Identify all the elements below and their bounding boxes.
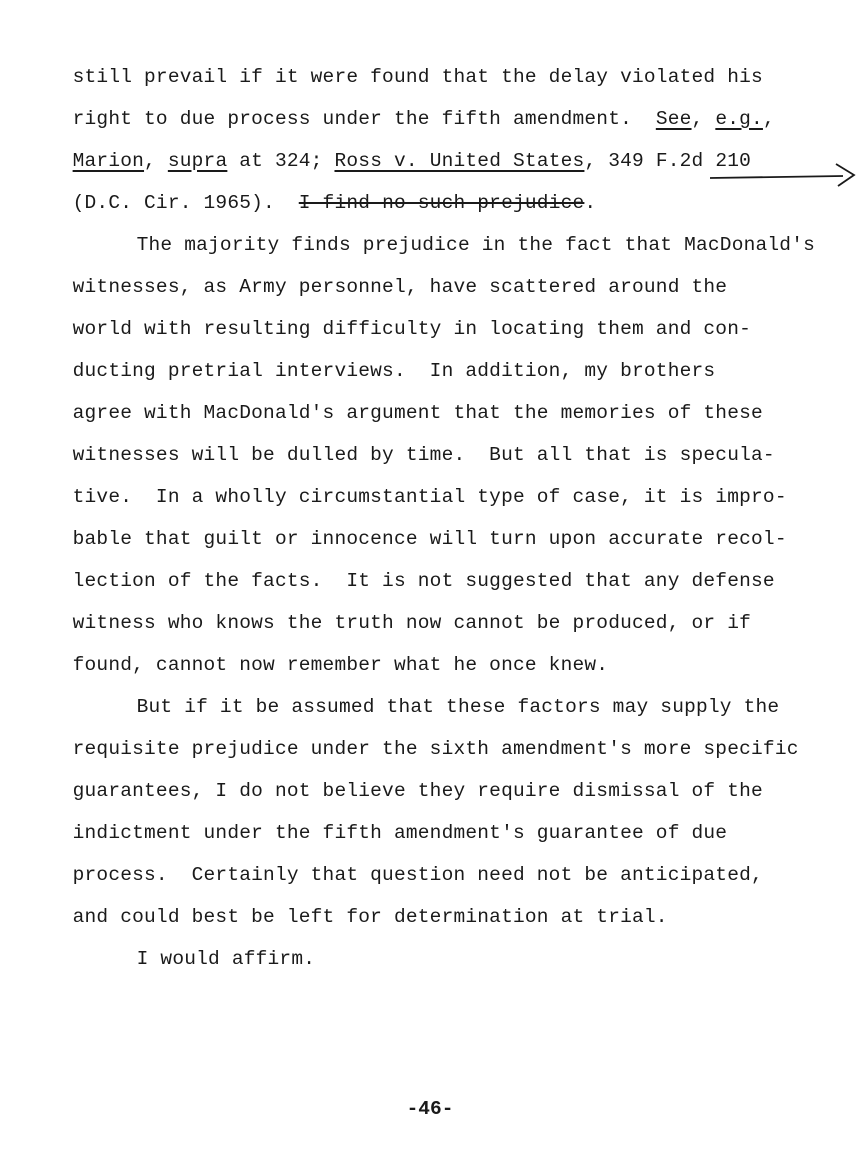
text-run: found, cannot now remember what he once knew. [72, 653, 609, 676]
text-run: agree with MacDonald's argument that the memories of these [72, 401, 763, 424]
text-run: witnesses, as Army personnel, have scattered around the [72, 275, 728, 298]
text-run: process. Certainly that question need not be anticipated, [72, 863, 763, 886]
margin-arrow-icon [708, 158, 858, 190]
text-line [89, 930, 315, 989]
text-run: witness who knows the truth now cannot be produced, or if [72, 611, 752, 634]
text-run: witnesses will be dulled by time. But all that is specula- [72, 443, 775, 466]
case-name: Marion [72, 149, 145, 172]
text-run: at 324; [227, 149, 335, 172]
text-run: (D.C. Cir. 1965). [72, 191, 299, 214]
citation-signal: See [655, 107, 692, 130]
text-run: indictment under the fifth amendment's guarantee of due [72, 821, 728, 844]
case-name: Ross v. United States [334, 149, 585, 172]
text-run: guarantees, I do not believe they require dismissal of the [72, 779, 763, 802]
text-run: But if it be assumed that these factors may supply the [136, 695, 780, 718]
text-run: tive. In a wholly circumstantial type of case, it is impro- [72, 485, 787, 508]
text-run: world with resulting difficulty in locating them and con- [72, 317, 752, 340]
text-run: bable that guilt or innocence will turn upon accurate recol- [72, 527, 787, 550]
text-run: right to due process under the fifth amendment. [72, 107, 656, 130]
text-run: , [144, 149, 168, 172]
closing-statement: I would affirm. [136, 947, 316, 970]
text-run: still prevail if it were found that the delay violated his [72, 65, 763, 88]
struck-text: I find no such prejudice [298, 191, 585, 214]
text-run: ducting pretrial interviews. In addition, my brothers [72, 359, 716, 382]
text-run: lection of the facts. It is not suggested that any defense [72, 569, 775, 592]
text-run: , 349 F.2d 210 [584, 149, 752, 172]
citation-signal: e.g. [715, 107, 763, 130]
text-run: , [691, 107, 716, 130]
citation-signal: supra [167, 149, 228, 172]
text-run: and could best be left for determination at trial. [72, 905, 668, 928]
page-number: -46- [406, 1098, 454, 1120]
text-run: . [584, 191, 597, 214]
text-run: , [762, 107, 775, 130]
text-run: requisite prejudice under the sixth amendment's more specific [72, 737, 799, 760]
text-run: The majority finds prejudice in the fact that MacDonald's [136, 233, 816, 256]
